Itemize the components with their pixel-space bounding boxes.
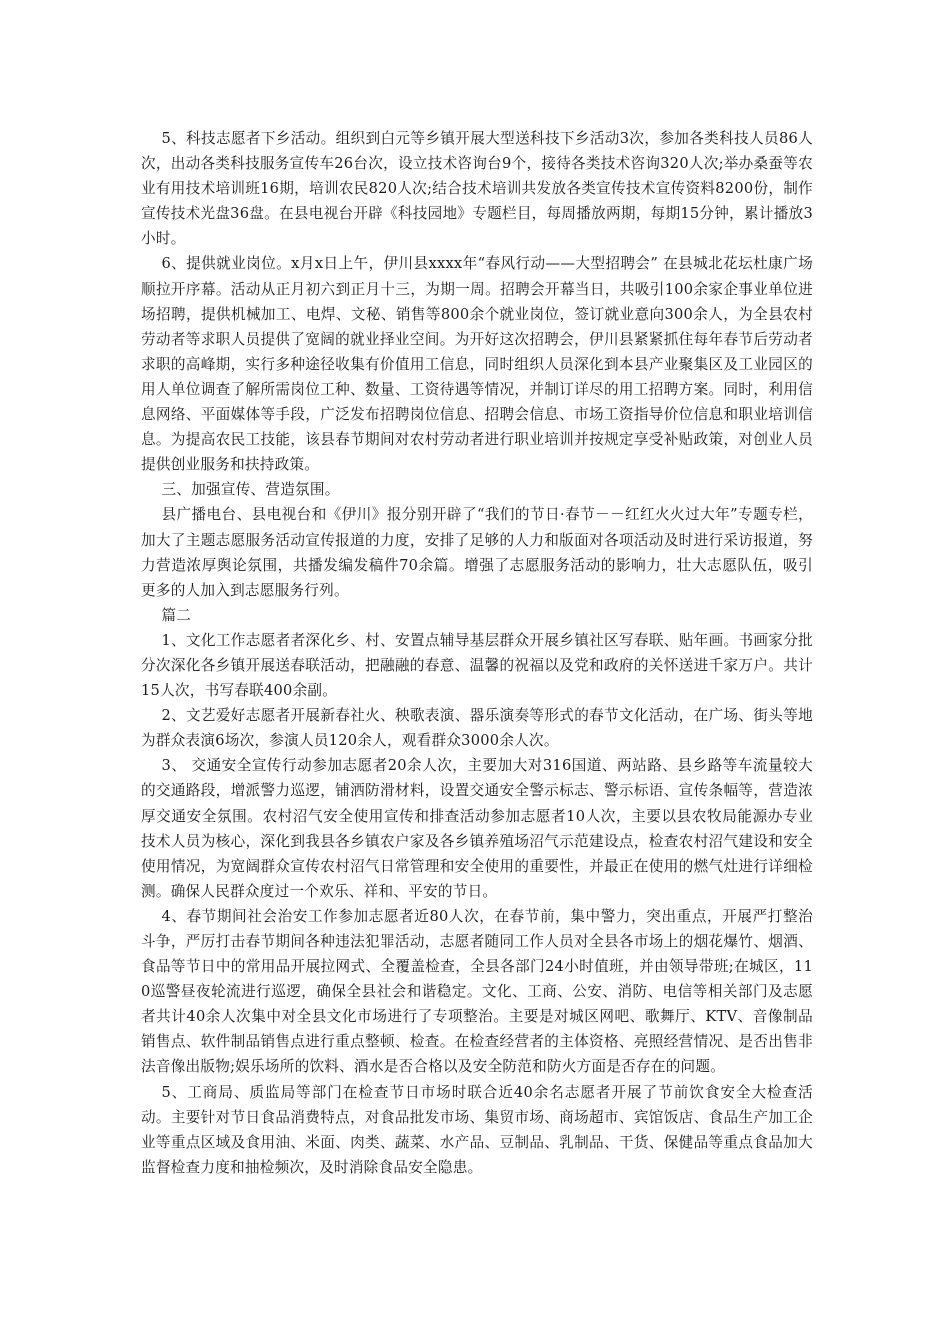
paragraph-publicity: 县广播电台、县电视台和《伊川》报分别开辟了“我们的节日·春节－－红红火火过大年”专题专栏，加大了主题志愿服务活动宣传报道的力度，安排了足够的人力和版面对各项活动及时进行采访报道，努力营造浓厚舆论氛围，共播发编发稿件70余篇。增强了志愿服务活动的影响力，壮大志愿队伍，吸引更多的人加入到志愿服务行列。 [141,506,813,599]
section-heading-publicity: 三、加强宣传、营造氛围。 [161,481,340,499]
paragraph-food-safety: 5、工商局、质监局等部门在检查节日市场时联合近40余名志愿者开展了节前饮食安全大检查活动。主要针对节日食品消费特点，对食品批发市场、集贸市场、商场超市、宾馆饭店、食品生产加工企业等重点区域及食用油、米面、肉类、蔬菜、水产品、豆制品、乳制品、干货、保健品等重点食品加大监督检查力度和抽检频次，及时消除食品安全隐患。 [141,1083,813,1176]
paragraph-art-volunteers: 2、文艺爱好志愿者开展新春社火、秧歌表演、器乐演奏等形式的春节文化活动，在广场、街头等地为群众表演6场次，参演人员120余人，观看群众3000余人次。 [141,707,813,750]
document-body [141,126,813,1180]
section-heading-part-two: 篇二 [161,606,192,624]
paragraph-tech-volunteers: 5、科技志愿者下乡活动。组织到白元等乡镇开展大型送科技下乡活动3次，参加各类科技人员86人次，出动各类科技服务宣传车26台次，设立技术咨询台9个，接待各类技术咨询320人次;举办桑蚕等农业有用技术培训班16期，培训农民820人次;结合技术培训共发放各类宣传技术宣传资料8200份，制作宣传技术光盘36盘。在县电视台开辟《科技园地》专题栏目，每周播放两期，每期15分钟，累计播放3小时。 [141,130,813,248]
paragraph-culture-volunteers: 1、文化工作志愿者者深化乡、村、安置点辅导基层群众开展乡镇社区写春联、贴年画。书画家分批分次深化各乡镇开展送春联活动，把融融的春意、温馨的祝福以及党和政府的关怀送进千家万户。共计15人次，书写春联400余副。 [141,631,813,700]
paragraph-job-positions: 6、提供就业岗位。x月x日上午，伊川县xxxx年“春风行动——大型招聘会” 在县城北花坛杜康广场顺拉开序幕。活动从正月初六到正月十三，为期一周。招聘会开幕当日，共吸引100余家企事业单位进场招聘，提供机械加工、电焊、文秘、销售等800余个就业岗位，签订就业意向300余人，为全县农村劳动者等求职人员提供了宽阔的就业择业空间。为开好这次招聘会，伊川县紧紧抓住每年春节后劳动者求职的高峰期，实行多种途径收集有价值用工信息，同时组织人员深化到本县产业聚集区及工业园区的用人单位调查了解所需岗位工种、数量、工资待遇等情况，并制订详尽的用工招聘方案。同时，利用信息网络、平面媒体等手段，广泛发布招聘岗位信息、招聘会信息、市场工资指导价位信息和职业培训信息。为提高农民工技能，该县春节期间对农村劳动者进行职业培训并按规定享受补贴政策，对创业人员提供创业服务和扶持政策。 [141,255,813,474]
paragraph-public-security: 4、春节期间社会治安工作参加志愿者近80人次，在春节前，集中警力，突出重点，开展严打整治斗争，严厉打击春节期间各种违法犯罪活动，志愿者随同工作人员对全县各市场上的烟花爆竹、烟酒、食品等节日中的常用品开展拉网式、全覆盖检查，全县各部门24小时值班，并由领导带班;在城区，110巡警昼夜轮流进行巡逻，确保全县社会和谐稳定。文化、工商、公安、消防、电信等相关部门及志愿者共计40余人次集中对全县文化市场进行了专项整治。主要是对城区网吧、歌舞厅、KTV、音像制品销售点、软件制品销售点进行重点整顿、检查。在检查经营者的主体资格、亮照经营情况、是否出售非法音像出版物;娱乐场所的饮料、酒水是否合格以及安全防范和防火方面是否存在的问题。 [141,907,813,1076]
paragraph-traffic-safety: 3、 交通安全宣传行动参加志愿者20余人次，主要加大对316国道、两站路、县乡路等车流量较大的交通路段，增派警力巡逻，铺洒防滑材料，设置交通安全警示标志、警示标语、宣传条幅等，营造浓厚交通安全氛围。农村沼气安全使用宣传和排查活动参加志愿者10人次，主要以县农牧局能源办专业技术人员为核心，深化到我县各乡镇农户家及各乡镇养殖场沼气示范建设点，检查农村沼气建设和安全使用情况，为宽阔群众宣传农村沼气日常管理和安全使用的重要性，并最正在使用的燃气灶进行详细检测。确保人民群众度过一个欢乐、祥和、平安的节日。 [141,757,813,900]
